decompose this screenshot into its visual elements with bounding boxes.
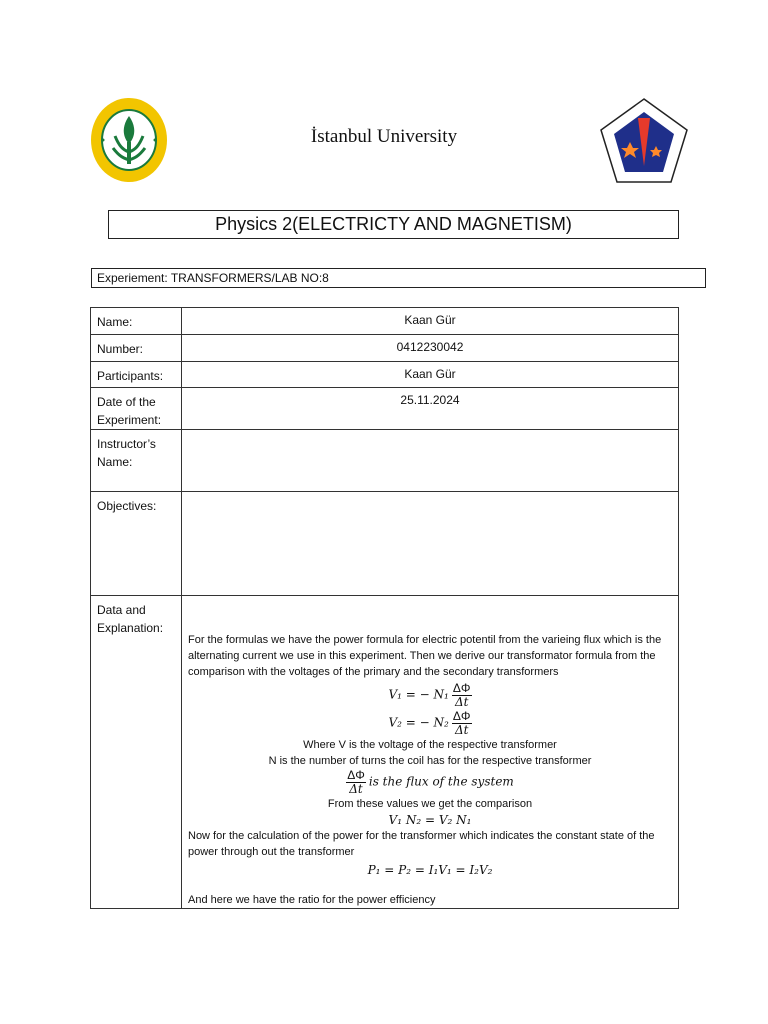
flux-denominator: Δt xyxy=(349,782,363,796)
lab-info-table xyxy=(90,307,679,909)
instructor-label-line1: Instructor’s xyxy=(97,437,156,451)
data-label-line2: Explanation: xyxy=(97,621,164,635)
date-label-line2: Experiment: xyxy=(97,413,162,427)
data-label-line1: Data and xyxy=(97,603,146,617)
course-title: Physics 2(ELECTRICTY AND MAGNETISM) xyxy=(108,210,679,239)
flux-numerator: ΔΦ xyxy=(347,768,365,782)
number-value: 0412230042 xyxy=(182,335,679,362)
equation-v1-fraction xyxy=(452,682,472,709)
comparison-equation: V₁ N₂ = V₂ N₁ xyxy=(388,813,472,827)
comparison-intro: From these values we get the comparison xyxy=(327,798,533,810)
explanation-cell xyxy=(182,596,679,909)
explanation-paragraph-2: Now for the calculation of the power for the transformer which indicates the constant state of the power through out the transformer xyxy=(188,830,655,858)
flux-definition xyxy=(188,769,672,796)
date-value: 25.11.2024 xyxy=(182,388,679,430)
participants-value: Kaan Gür xyxy=(182,362,679,388)
equation-v1-numerator: ΔΦ xyxy=(452,681,471,695)
experiment-title: Experiement: TRANSFORMERS/LAB NO:8 xyxy=(91,268,706,288)
flux-fraction xyxy=(346,769,366,796)
date-label xyxy=(91,388,182,430)
equation-v2-numerator: ΔΦ xyxy=(452,709,471,723)
name-value: Kaan Gür xyxy=(182,308,679,335)
data-label xyxy=(91,596,182,909)
name-label: Name: xyxy=(91,308,182,335)
efficiency-line: And here we have the ratio for the power efficiency xyxy=(188,894,436,906)
equation-v1 xyxy=(188,682,672,709)
instructor-value xyxy=(182,430,679,492)
participants-label: Participants: xyxy=(91,362,182,388)
university-title: İstanbul University xyxy=(310,126,458,147)
objectives-label: Objectives: xyxy=(91,492,182,596)
flux-text: is the flux of the system xyxy=(368,774,514,789)
equation-v2-denominator: Δt xyxy=(454,723,469,737)
equation-v1-lhs: V₁ = − N₁ xyxy=(388,687,449,702)
turns-definition: N is the number of turns the coil has for the respective transformer xyxy=(268,755,592,767)
equation-v2-fraction xyxy=(452,710,472,737)
instructor-label-line2: Name: xyxy=(97,455,133,469)
power-equation: P₁ = P₂ = I₁V₁ = I₂V₂ xyxy=(367,863,493,877)
equation-v1-denominator: Δt xyxy=(454,695,469,709)
voltage-definition: Where V is the voltage of the respective transformer xyxy=(303,739,557,751)
equation-v2-lhs: V₂ = − N₂ xyxy=(388,715,449,730)
date-label-line1: Date of the xyxy=(97,395,156,409)
equation-v2 xyxy=(188,710,672,737)
explanation-paragraph-1: For the formulas we have the power formula for electric potentil from the varieing flux which is the alternating current we use in this experiment. Then we derive our transformator formula from the comparison with the voltages of the primary and the secondary transformers xyxy=(188,634,662,678)
objectives-value xyxy=(182,492,679,596)
instructor-label xyxy=(91,430,182,492)
number-label: Number: xyxy=(91,335,182,362)
